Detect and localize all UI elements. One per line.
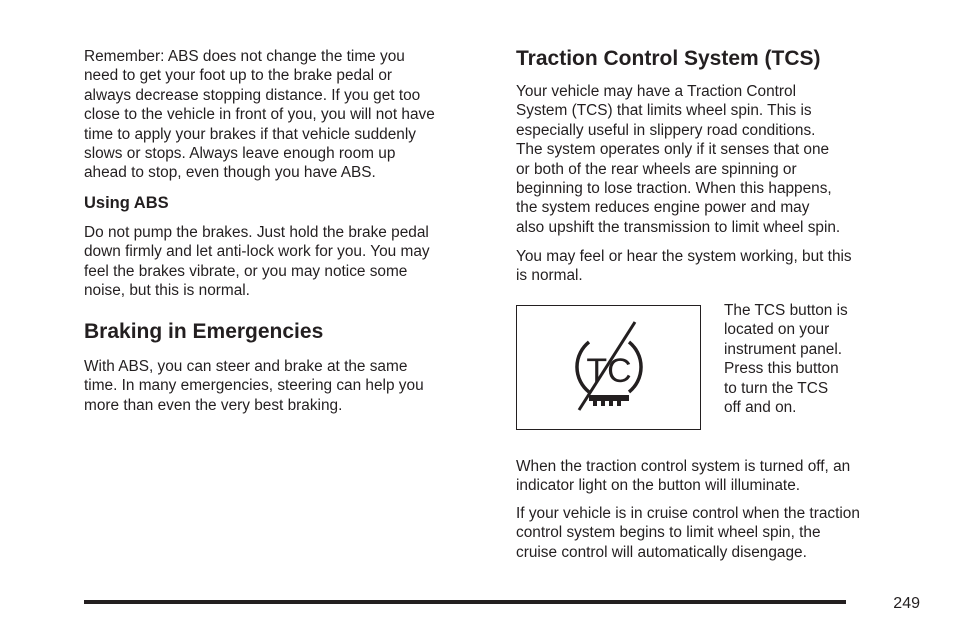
text-line: also upshift the transmission to limit wheel spin. — [516, 218, 841, 236]
text-line: down firmly and let anti-lock work for you. You may — [84, 243, 430, 261]
text-line: instrument panel. — [724, 340, 843, 358]
text-line: more than even the very best braking. — [84, 396, 343, 414]
text-line: control system begins to limit wheel spin, the — [516, 524, 821, 542]
tcs-icon-label: TC — [586, 352, 632, 390]
text-line: With ABS, you can steer and brake at the same — [84, 358, 408, 375]
text-line: Do not pump the brakes. Just hold the brake pedal — [84, 224, 429, 241]
page-number: 249 — [893, 595, 920, 612]
using-abs-heading: Using ABS — [84, 194, 169, 212]
text-line: the system reduces engine power and may — [516, 199, 810, 217]
text-line: or both of the rear wheels are spinning or — [516, 160, 797, 178]
text-line: especially useful in slippery road conditions. — [516, 121, 816, 139]
using-abs-paragraph — [84, 223, 486, 301]
tcs-intro-paragraph — [516, 82, 926, 237]
text-line: slows or stops. Always leave enough room up — [84, 145, 396, 163]
text-line: System (TCS) that limits wheel spin. This is — [516, 102, 812, 120]
text-line: to turn the TCS — [724, 379, 829, 397]
text-line: need to get your foot up to the brake pedal or — [84, 67, 393, 85]
tcs-button-illustration — [516, 305, 701, 430]
text-line: When the traction control system is turned off, an — [516, 458, 851, 475]
text-line: cruise control will automatically disengage. — [516, 543, 807, 561]
footer-rule — [84, 600, 846, 604]
text-line: is normal. — [516, 267, 583, 285]
braking-emergencies-paragraph — [84, 357, 486, 415]
tcs-heading: Traction Control System (TCS) — [516, 47, 821, 70]
text-line: off and on. — [724, 399, 797, 417]
text-line: time to apply your brakes if that vehicle suddenly — [84, 125, 416, 143]
braking-emergencies-heading: Braking in Emergencies — [84, 320, 324, 343]
text-line: beginning to lose traction. When this happens, — [516, 180, 832, 198]
text-line: ahead to stop, even though you have ABS. — [84, 164, 376, 182]
text-line: located on your — [724, 321, 830, 339]
tcs-normal-paragraph — [516, 247, 926, 286]
abs-reminder-paragraph — [84, 47, 486, 183]
text-line: feel the brakes vibrate, or you may notice some — [84, 262, 408, 280]
text-line: Your vehicle may have a Traction Control — [516, 83, 797, 100]
text-line: You may feel or hear the system working, but this — [516, 248, 852, 265]
text-line: Press this button — [724, 360, 839, 378]
text-line: The system operates only if it senses that one — [516, 141, 830, 159]
text-line: time. In many emergencies, steering can help you — [84, 377, 424, 395]
tcs-indicator-paragraph — [516, 457, 926, 496]
text-line: Remember: ABS does not change the time you — [84, 48, 405, 65]
text-line: indicator light on the button will illuminate. — [516, 477, 801, 495]
tcs-cruise-paragraph — [516, 504, 936, 562]
text-line: always decrease stopping distance. If you get too — [84, 86, 421, 104]
tcs-button-caption — [724, 301, 914, 417]
text-line: The TCS button is — [724, 302, 848, 319]
text-line: If your vehicle is in cruise control when the traction — [516, 505, 860, 522]
text-line: noise, but this is normal. — [84, 282, 250, 300]
text-line: close to the vehicle in front of you, you will not have — [84, 106, 435, 124]
tcs-off-icon — [567, 320, 651, 416]
